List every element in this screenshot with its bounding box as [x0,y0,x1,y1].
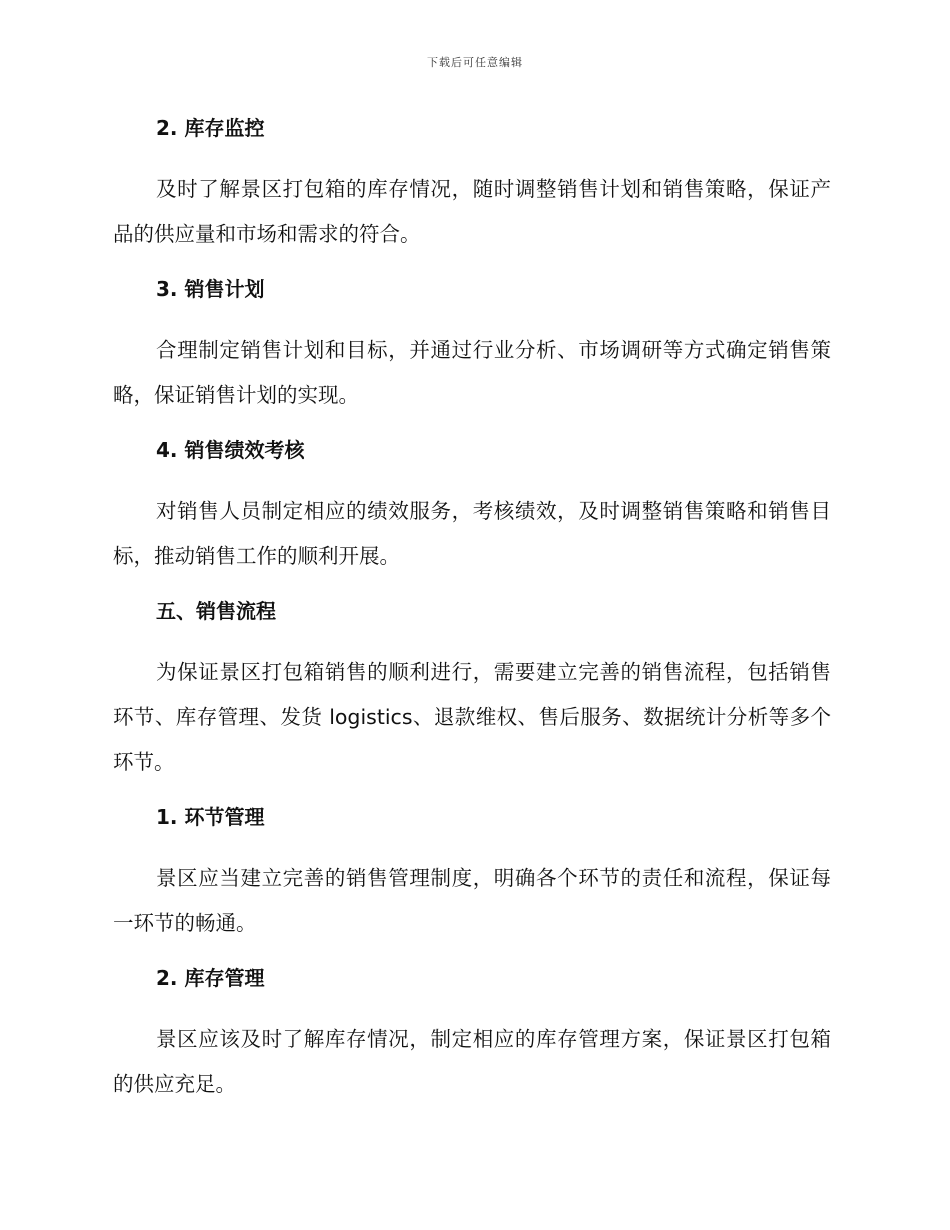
section-inventory-management [113,962,831,1107]
section-heading: 五、销售流程 [156,599,276,623]
section-paragraph: 对销售人员制定相应的绩效服务，考核绩效，及时调整销售策略和销售目标，推动销售工作的顺利开展。 [113,499,831,568]
section-heading: 2. 库存管理 [156,966,265,990]
section-heading: 3. 销售计划 [156,277,265,301]
section-sales-plan [113,273,831,418]
section-heading: 2. 库存监控 [156,116,265,140]
section-paragraph: 及时了解景区打包箱的库存情况，随时调整销售计划和销售策略，保证产品的供应量和市场和需求的符合。 [113,177,831,246]
section-heading: 1. 环节管理 [156,805,265,829]
header-note: 下载后可任意编辑 [427,56,523,69]
section-sales-process [113,595,831,785]
section-paragraph: 景区应该及时了解库存情况，制定相应的库存管理方案，保证景区打包箱的供应充足。 [113,1027,831,1096]
section-sales-performance [113,434,831,579]
section-inventory-monitoring [113,112,831,257]
section-paragraph: 合理制定销售计划和目标，并通过行业分析、市场调研等方式确定销售策略，保证销售计划的实现。 [113,338,831,407]
document-body [113,112,831,1107]
section-stage-management [113,801,831,946]
section-heading: 4. 销售绩效考核 [156,438,305,462]
section-paragraph: 景区应当建立完善的销售管理制度，明确各个环节的责任和流程，保证每一环节的畅通。 [113,866,831,935]
section-paragraph: 为保证景区打包箱销售的顺利进行，需要建立完善的销售流程，包括销售环节、库存管理、发货 logistics、退款维权、售后服务、数据统计分析等多个环节。 [113,660,831,774]
